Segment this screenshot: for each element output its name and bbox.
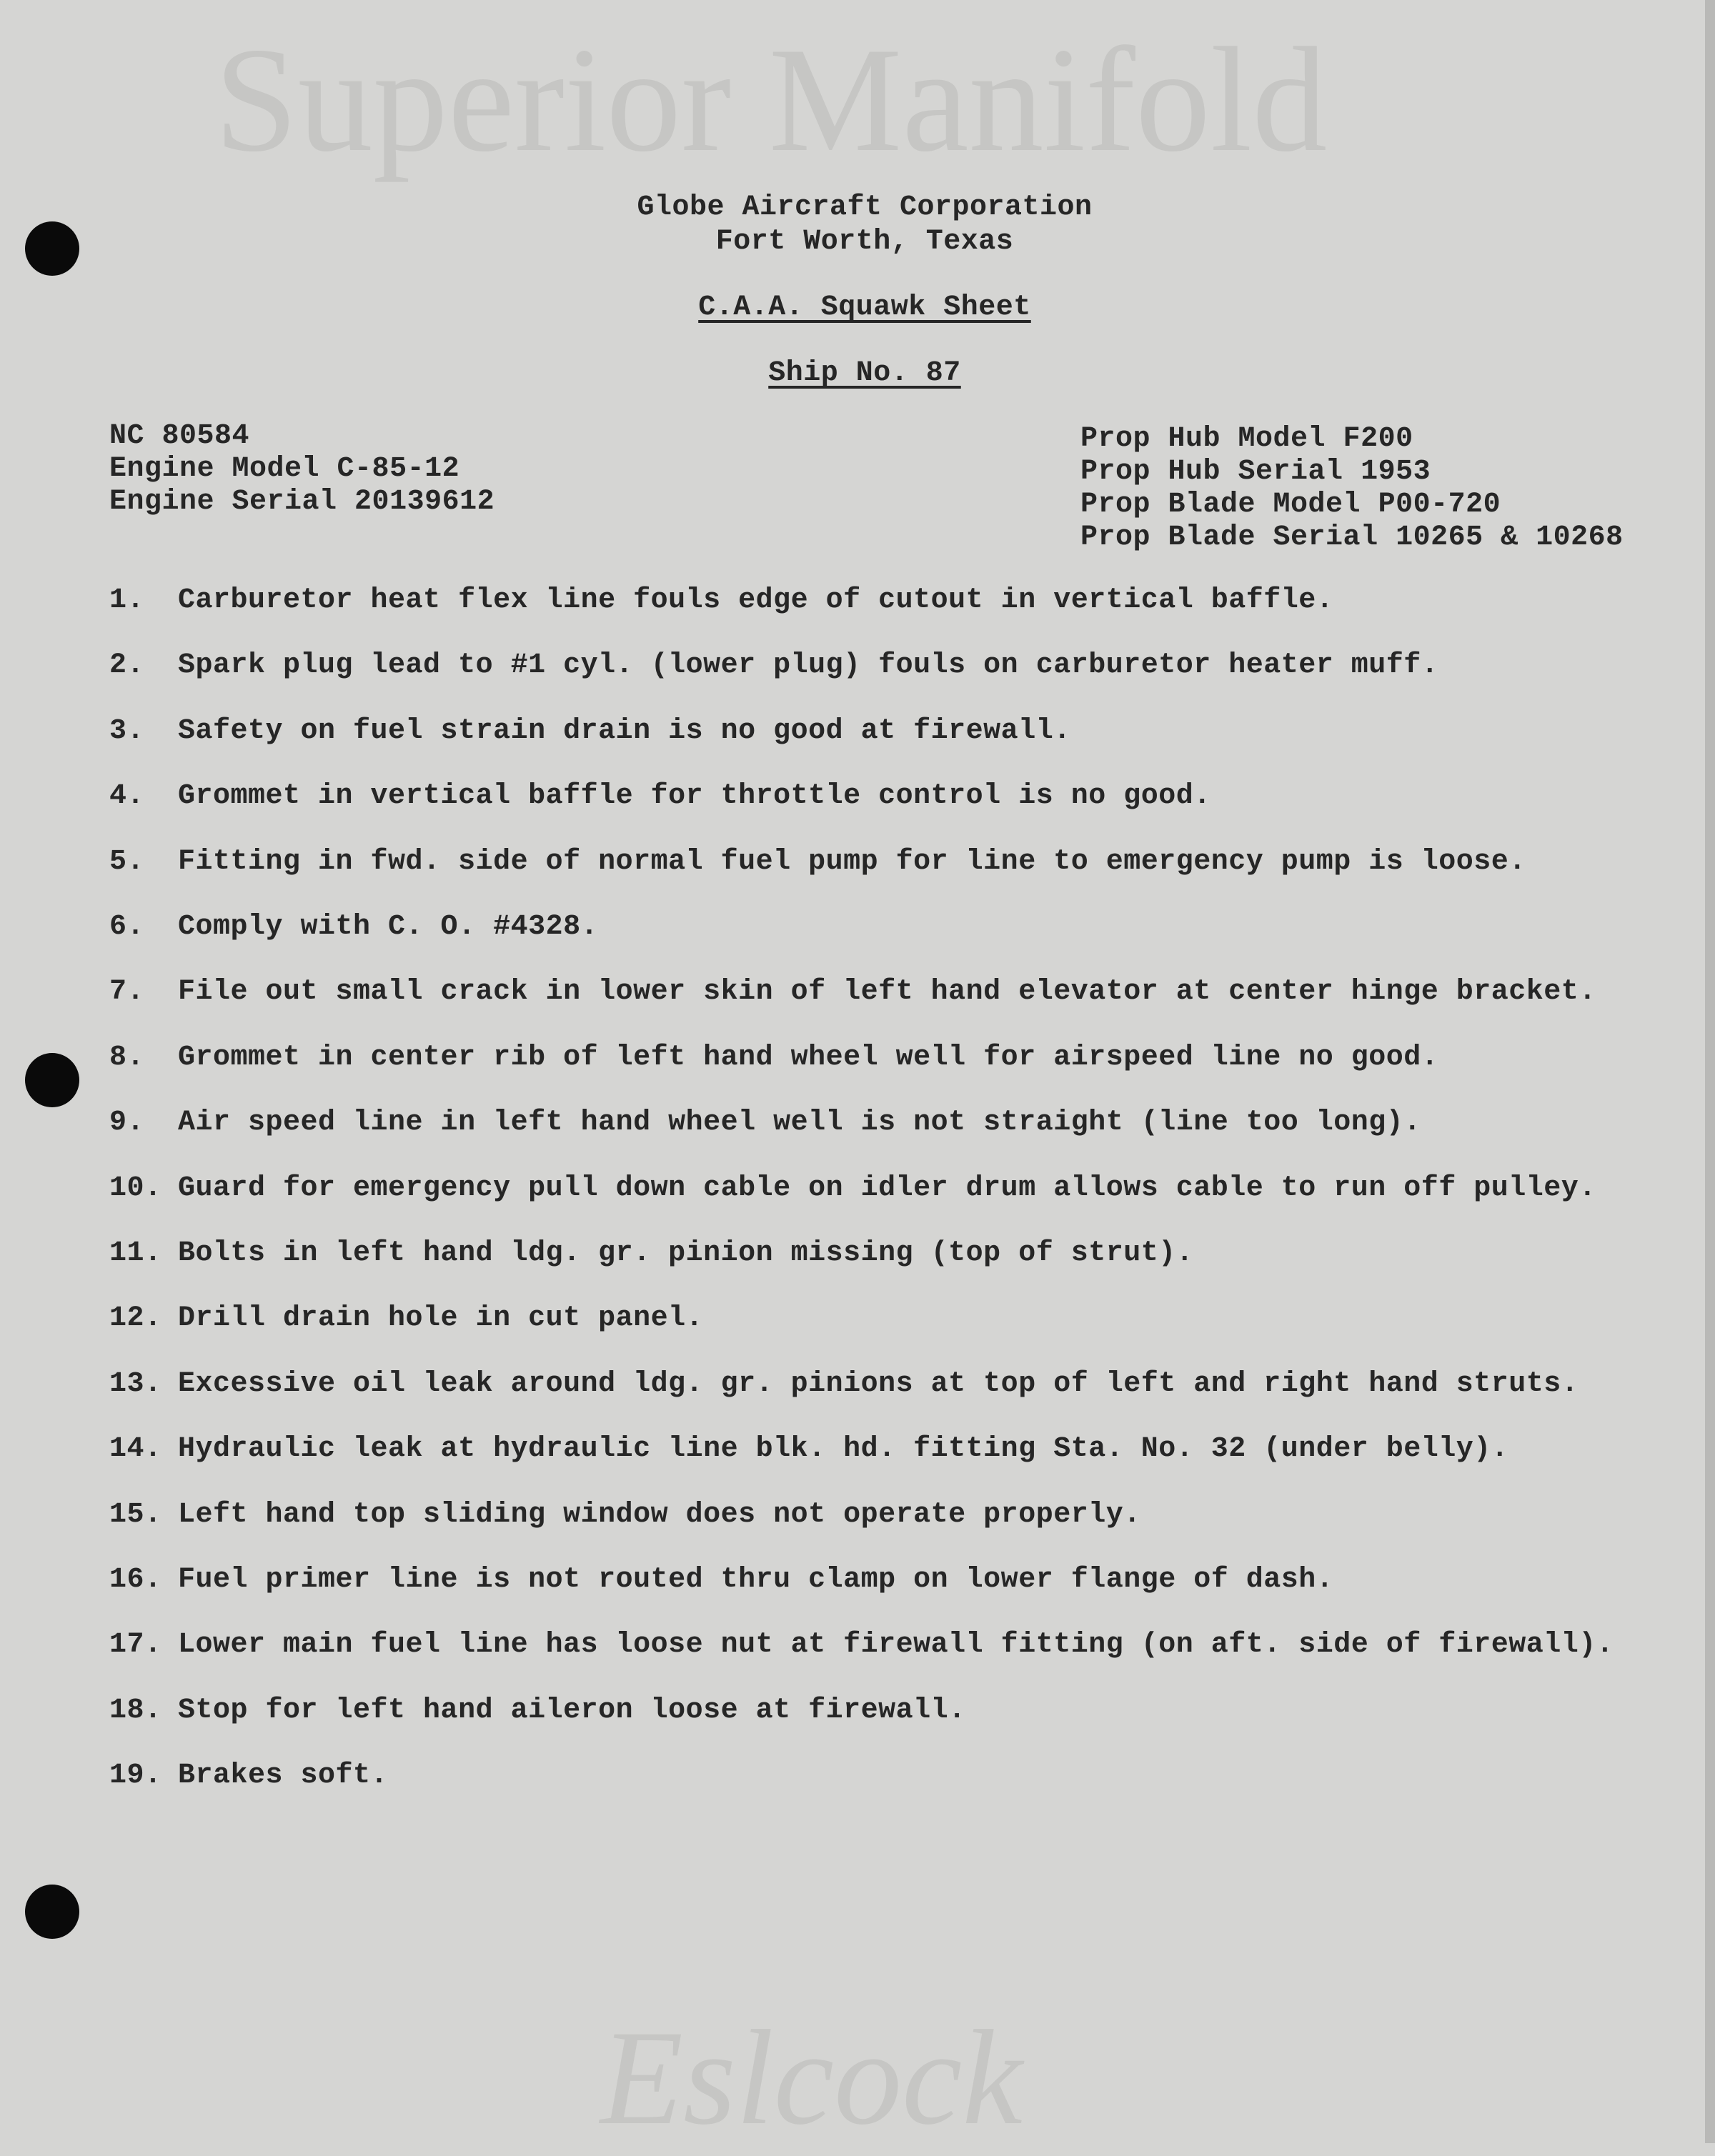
item-text: Hydraulic leak at hydraulic line blk. hd. fitting Sta. No. 32 (under belly). xyxy=(178,1433,1509,1466)
prop-hub-model: Prop Hub Model F200 xyxy=(1080,423,1413,455)
item-text: Air speed line in left hand wheel well is not straight (line too long). xyxy=(178,1107,1421,1139)
document-title: C.A.A. Squawk Sheet xyxy=(698,291,1031,324)
item-number: 10. xyxy=(109,1172,162,1204)
company-city: Fort Worth, Texas xyxy=(715,226,1014,258)
item-text: Brakes soft. xyxy=(178,1760,389,1792)
item-number: 13. xyxy=(109,1367,162,1400)
prop-hub-serial: Prop Hub Serial 1953 xyxy=(1080,456,1431,488)
item-number: 16. xyxy=(109,1564,162,1596)
item-text: Spark plug lead to #1 cyl. (lower plug) fouls on carburetor heater muff. xyxy=(178,649,1439,682)
item-number: 7. xyxy=(109,976,145,1009)
item-text: Lower main fuel line has loose nut at firewall fitting (on aft. side of firewall). xyxy=(178,1629,1614,1662)
item-number: 19. xyxy=(109,1760,162,1792)
item-text: Guard for emergency pull down cable on idler drum allows cable to run off pulley. xyxy=(178,1172,1596,1204)
item-number: 14. xyxy=(109,1433,162,1466)
item-number: 2. xyxy=(109,649,145,682)
company-name: Globe Aircraft Corporation xyxy=(637,191,1093,224)
item-text: Fitting in fwd. side of normal fuel pump for line to emergency pump is loose. xyxy=(178,845,1526,878)
item-number: 11. xyxy=(109,1237,162,1269)
item-text: Carburetor heat flex line fouls edge of cutout in vertical baffle. xyxy=(178,584,1334,617)
item-text: Excessive oil leak around ldg. gr. pinions at top of left and right hand struts. xyxy=(178,1367,1579,1400)
watermark-bottom: Eslcock xyxy=(600,2003,1023,2153)
prop-blade-model: Prop Blade Model P00-720 xyxy=(1080,489,1501,521)
prop-blade-serial: Prop Blade Serial 10265 & 10268 xyxy=(1080,521,1624,554)
item-number: 18. xyxy=(109,1694,162,1727)
registration: NC 80584 xyxy=(109,420,250,452)
engine-model: Engine Model C-85-12 xyxy=(109,453,460,485)
item-text: Bolts in left hand ldg. gr. pinion missing (top of strut). xyxy=(178,1237,1194,1269)
engine-serial: Engine Serial 20139612 xyxy=(109,486,495,518)
item-number: 3. xyxy=(109,714,145,747)
item-number: 5. xyxy=(109,845,145,878)
item-number: 8. xyxy=(109,1041,145,1074)
item-text: File out small crack in lower skin of left hand elevator at center hinge bracket. xyxy=(178,976,1596,1009)
ship-number: Ship No. 87 xyxy=(768,357,961,389)
item-text: Grommet in center rib of left hand wheel well for airspeed line no good. xyxy=(178,1041,1439,1074)
item-number: 17. xyxy=(109,1629,162,1662)
item-number: 12. xyxy=(109,1302,162,1335)
punch-hole xyxy=(25,1053,79,1107)
item-number: 15. xyxy=(109,1498,162,1531)
item-number: 9. xyxy=(109,1107,145,1139)
item-text: Grommet in vertical baffle for throttle control is no good. xyxy=(178,780,1211,813)
item-text: Fuel primer line is not routed thru clamp on lower flange of dash. xyxy=(178,1564,1334,1596)
item-text: Stop for left hand aileron loose at firewall. xyxy=(178,1694,966,1727)
item-text: Left hand top sliding window does not operate properly. xyxy=(178,1498,1141,1531)
watermark-top: Superior Manifold xyxy=(214,17,1328,183)
item-text: Comply with C. O. #4328. xyxy=(178,911,599,943)
item-text: Safety on fuel strain drain is no good at firewall. xyxy=(178,714,1071,747)
item-number: 6. xyxy=(109,911,145,943)
item-number: 4. xyxy=(109,780,145,813)
item-text: Drill drain hole in cut panel. xyxy=(178,1302,704,1335)
item-number: 1. xyxy=(109,584,145,617)
punch-hole xyxy=(25,1885,79,1939)
